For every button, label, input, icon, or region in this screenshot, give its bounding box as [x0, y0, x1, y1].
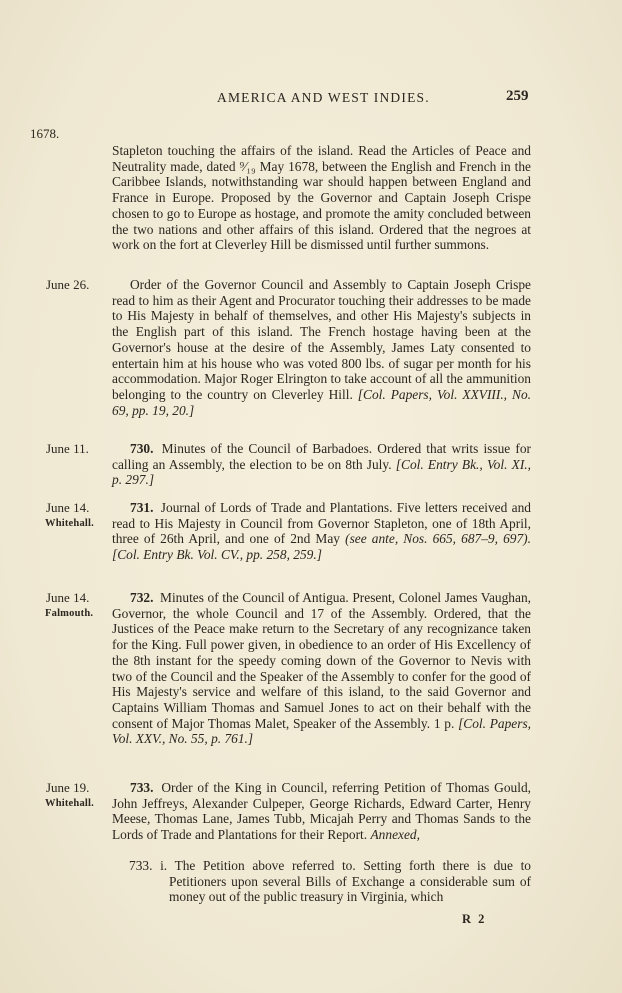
entry-text: Stapleton touching the affairs of the island. Read the Articles of Peace and Neutrality made, dated ⁹⁄₁₉ May 1678, between the English and French in the Caribbee Islands, notwithstanding war should happen between England and France in Europe. Proposed by the Governor and Captain Joseph Crispe chosen to go to Europe as hostage, and promote the amity concluded between the two nations and other affairs of this island. Ordered that the negroes at work on the fort at Cleverley Hill be dismissed until further summons.	[112, 143, 531, 253]
entry-continuation	[112, 143, 531, 253]
margin-date	[46, 500, 94, 531]
page-number: 259	[506, 88, 529, 104]
entry-732	[112, 590, 531, 747]
margin-date	[46, 441, 89, 457]
entry-number: 732.	[130, 590, 154, 605]
see-ante: (see ante, Nos. 665, 687–9, 697).	[345, 531, 531, 547]
signature-mark: R 2	[462, 912, 487, 926]
entry-june26	[112, 277, 531, 418]
place-label: Whitehall.	[45, 797, 94, 809]
date-label: June 14.	[46, 500, 90, 515]
entry-731	[112, 500, 531, 563]
entry-733	[112, 780, 531, 843]
date-label: June 19.	[46, 780, 90, 795]
place-label: Whitehall.	[45, 517, 94, 529]
margin-year: 1678.	[30, 126, 60, 141]
entry-reference: [Col. Papers, Vol. XXVIII., No. 69, pp. 19, 20.]	[112, 386, 531, 418]
entry-number: 730.	[130, 441, 154, 456]
entry-reference: [Col. Entry Bk. Vol. CV., pp. 258, 259.]	[112, 547, 322, 563]
margin-date	[46, 277, 89, 293]
entry-text: Order of the King in Council, referring Petition of Thomas Gould, John Jeffreys, Alexander Culpeper, George Richards, Edward Carter, Henry Meese, Thomas Lane, James Tubb, Micajah Perry and Thomas Sands to the Lords of Trade and Plantations for their Report.	[112, 780, 531, 843]
entry-text: Minutes of the Council of Barbadoes. Ordered that writs issue for calling an Assembly, the election to be on 8th July.	[112, 441, 531, 472]
entry-number: 731.	[130, 500, 154, 515]
annex-label: 733. i.	[129, 858, 168, 873]
place-label: Falmouth.	[45, 607, 94, 619]
date-label: June 11.	[46, 441, 89, 456]
entry-text: Journal of Lords of Trade and Plantations. Five letters received and read to His Majesty in Council from Governor Stapleton, one of 18th April, three of 26th April, and one of 2nd May	[112, 500, 531, 547]
entry-reference: [Col. Papers, Vol. XXV., No. 55, p. 761.]	[112, 715, 532, 747]
date-label: June 26.	[46, 277, 90, 292]
margin-date	[46, 780, 94, 811]
margin-date	[46, 590, 93, 621]
entry-733-i	[129, 858, 531, 905]
entry-730	[112, 441, 531, 488]
entry-text: Order of the Governor Council and Assembly to Captain Joseph Crispe read to him as their Agent and Procurator touching their addresses to be made to His Majesty in behalf of themselves, and other His Majesty's subjects in the English part of this island. The French hostage having been at the Governor's house at the desire of the Assembly, James Laty consented to entertain him at his house who was voted 800 lbs. of sugar per month for his accommodation. Major Roger Elrington to take account of all the ammunition belonging to the country on Cleverley Hill.	[112, 277, 531, 402]
date-label: June 14.	[46, 590, 90, 605]
entry-reference: [Col. Entry Bk., Vol. XI., p. 297.]	[112, 456, 531, 488]
entry-text: The Petition above referred to. Setting forth there is due to Petitioners upon several Bills of Exchange a considerable sum of money out of the public treasury in Virginia, which	[169, 858, 531, 905]
annexed-label: Annexed,	[370, 827, 420, 843]
entry-text: Minutes of the Council of Antigua. Present, Colonel James Vaughan, Governor, the whole Council and 17 of the Assembly. Ordered, that the Justices of the Peace make return to the Secretary of any recognizance taken for the King. Full power given, in obedience to an order of His Excellency of the 8th instant for the speedy coming down of the Governor to Nevis with two of the Council and the Speaker of the Assembly to confer for the good of His Majesty's service and welfare of this island, to the said Governor and Captains William Thomas and Samuel Jones to act on their behalf with the consent of Major Thomas Malet, Speaker of the Assembly. 1 p.	[112, 590, 531, 731]
running-title: AMERICA AND WEST INDIES.	[217, 90, 430, 105]
entry-number: 733.	[130, 780, 154, 795]
